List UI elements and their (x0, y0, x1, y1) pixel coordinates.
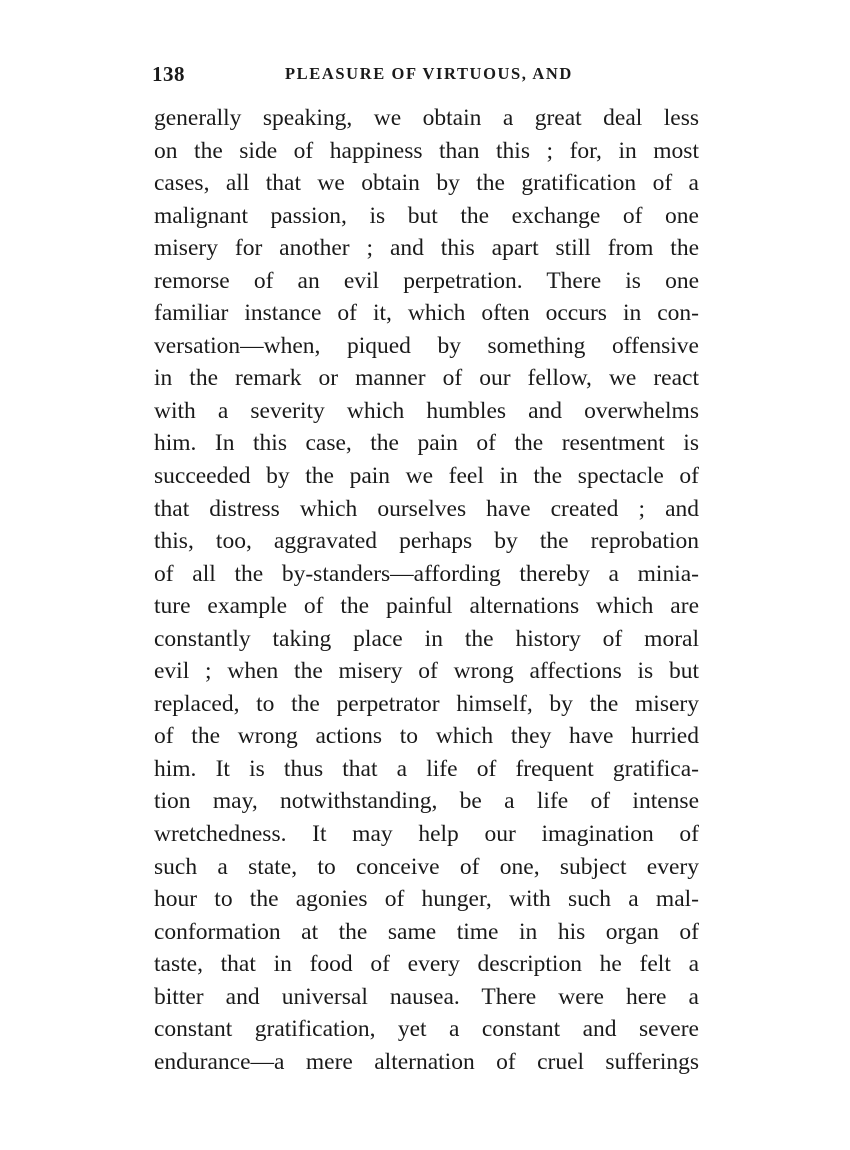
text-line: of the wrong actions to which they have hurried (154, 723, 699, 750)
text-line: malignant passion, is but the exchange of one (154, 202, 699, 229)
text-line: constant gratification, yet a constant and severe (154, 1016, 699, 1043)
text-line: ture example of the painful alternations which are (154, 593, 699, 620)
text-line: constantly taking place in the history of moral (154, 625, 699, 652)
text-line: him. It is thus that a life of frequent gratifica- (154, 755, 699, 782)
text-line: hour to the agonies of hunger, with such a mal- (154, 886, 699, 913)
running-head (152, 62, 700, 86)
text-line: evil ; when the misery of wrong affections is but (154, 658, 699, 685)
text-line: bitter and universal nausea. There were here a (154, 983, 699, 1010)
text-line: generally speaking, we obtain a great deal less (154, 105, 699, 131)
text-line: versation—when, piqued by something offensive (154, 332, 699, 359)
text-line: him. In this case, the pain of the resentment is (154, 430, 699, 457)
text-line: succeeded by the pain we feel in the spectacle of (154, 463, 699, 490)
text-line: such a state, to conceive of one, subject every (154, 853, 699, 880)
text-line: with a severity which humbles and overwhelms (154, 397, 699, 424)
text-line: on the side of happiness than this ; for, in most (154, 137, 699, 164)
text-line: that distress which ourselves have created ; and (154, 495, 699, 522)
text-line: misery for another ; and this apart still from the (154, 235, 699, 262)
text-line: wretchedness. It may help our imagination of (154, 821, 699, 848)
text-line: this, too, aggravated perhaps by the reprobation (154, 528, 699, 555)
text-line: remorse of an evil perpetration. There is one (154, 267, 699, 294)
text-line: replaced, to the perpetrator himself, by the misery (154, 690, 699, 717)
text-line: taste, that in food of every description he felt a (154, 951, 699, 978)
page-number: 138 (152, 62, 185, 86)
text-line: familiar instance of it, which often occurs in con- (154, 300, 699, 327)
text-line: in the remark or manner of our fellow, we react (154, 365, 699, 392)
running-title: PLEASURE OF VIRTUOUS, AND (285, 64, 573, 83)
text-line: endurance—a mere alternation of cruel sufferings (154, 1048, 699, 1075)
text-line: of all the by-standers—affording thereby a minia- (154, 560, 699, 587)
text-line: tion may, notwithstanding, be a life of intense (154, 788, 699, 815)
body-text (154, 102, 699, 1078)
text-line: conformation at the same time in his organ of (154, 918, 699, 945)
text-line: cases, all that we obtain by the gratification of a (154, 170, 699, 197)
